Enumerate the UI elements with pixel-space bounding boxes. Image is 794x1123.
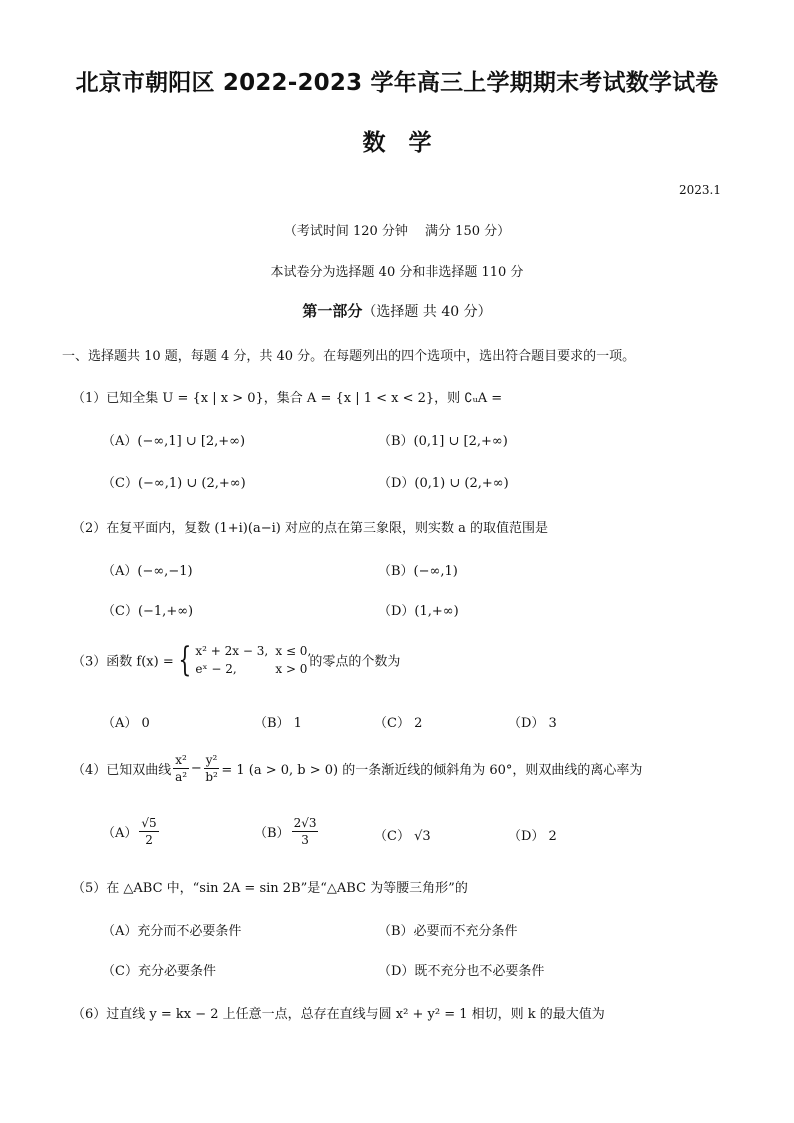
fraction-numerator: y² bbox=[205, 753, 218, 767]
fraction-numerator: 2√3 bbox=[293, 816, 317, 830]
fraction-denominator: 3 bbox=[301, 833, 309, 847]
question-2-stem: （2）在复平面内，复数 (1+i)(a−i) 对应的点在第三象限，则实数 a 的取值范围是 bbox=[72, 521, 548, 536]
option-b-fraction bbox=[292, 815, 319, 848]
question-1-option-a: （A）(−∞,1] ∪ [2,+∞) bbox=[102, 434, 246, 449]
case-1-expression: x² + 2x − 3, bbox=[195, 644, 269, 658]
option-label: （B） bbox=[254, 826, 290, 841]
question-4-prefix: （4）已知双曲线 bbox=[72, 763, 172, 778]
option-label: （A） bbox=[102, 826, 138, 841]
question-2-option-d: （D）(1,+∞) bbox=[378, 604, 459, 619]
question-1-option-c: （C）(−∞,1) ∪ (2,+∞) bbox=[102, 476, 246, 491]
question-5-option-b: （B）必要而不充分条件 bbox=[378, 924, 518, 939]
question-5-option-d: （D）既不充分也不必要条件 bbox=[378, 964, 545, 979]
question-3-prefix: （3）函数 f(x) = bbox=[72, 654, 174, 670]
question-3-option-c: （C） 2 bbox=[374, 716, 423, 731]
question-4-option-b bbox=[254, 815, 320, 848]
question-3-option-b: （B） 1 bbox=[254, 716, 302, 731]
question-4-option-c: （C） √3 bbox=[374, 829, 431, 844]
question-5-option-a: （A）充分而不必要条件 bbox=[102, 924, 242, 939]
question-1-option-b: （B）(0,1] ∪ [2,+∞) bbox=[378, 434, 508, 449]
question-4-stem bbox=[72, 752, 642, 785]
fraction-denominator: a² bbox=[175, 770, 188, 784]
question-6-stem: （6）过直线 y = kx − 2 上任意一点，总存在直线与圆 x² + y² = 1 相切，则 k 的最大值为 bbox=[72, 1007, 605, 1022]
part-title: 第一部分 bbox=[302, 302, 363, 320]
question-5-option-c: （C）充分必要条件 bbox=[102, 964, 216, 979]
question-2-option-b: （B）(−∞,1) bbox=[378, 564, 458, 579]
question-4-option-a bbox=[102, 815, 161, 848]
question-5-stem: （5）在 △ABC 中，“sin 2A = sin 2B”是“△ABC 为等腰三角形”的 bbox=[72, 881, 468, 896]
case-1-condition: x ≤ 0, bbox=[275, 644, 312, 658]
minus-sign: − bbox=[190, 761, 202, 776]
section-instruction: 一、选择题共 10 题，每题 4 分，共 40 分。在每题列出的四个选项中，选出符合题目要求的一项。 bbox=[62, 349, 636, 364]
question-1-option-d: （D）(0,1) ∪ (2,+∞) bbox=[378, 476, 509, 491]
subject-heading: 数 学 bbox=[362, 130, 432, 156]
piecewise-brace: { bbox=[178, 640, 192, 680]
fraction-denominator: b² bbox=[205, 770, 218, 784]
question-2-option-a: （A）(−∞,−1) bbox=[102, 564, 193, 579]
question-4-suffix: = 1 (a > 0, b > 0) 的一条渐近线的倾斜角为 60°，则双曲线的离心率为 bbox=[221, 763, 643, 778]
fraction-denominator: 2 bbox=[145, 833, 153, 847]
exam-time-note: （考试时间 120 分钟 满分 150 分） bbox=[283, 224, 511, 239]
hyperbola-x-fraction bbox=[173, 752, 189, 785]
exam-composition: 本试卷分为选择题 40 分和非选择题 110 分 bbox=[270, 265, 524, 280]
option-a-fraction bbox=[139, 815, 158, 848]
question-3-option-d: （D） 3 bbox=[508, 716, 557, 731]
question-2-option-c: （C）(−1,+∞) bbox=[102, 604, 194, 619]
exam-date: 2023.1 bbox=[679, 183, 721, 197]
question-3-stem bbox=[72, 642, 400, 678]
exam-title: 北京市朝阳区 2022-2023 学年高三上学期期末考试数学试卷 bbox=[75, 70, 719, 96]
part-heading bbox=[0, 300, 794, 321]
question-3-suffix: 的零点的个数为 bbox=[309, 654, 401, 670]
fraction-numerator: √5 bbox=[141, 816, 157, 830]
question-1-stem: （1）已知全集 U = {x | x > 0}，集合 A = {x | 1 < x < 2}，则 ∁ᵤA = bbox=[72, 391, 503, 406]
case-2-expression: eˣ − 2, bbox=[195, 662, 237, 676]
question-4-option-d: （D） 2 bbox=[508, 829, 557, 844]
case-2-condition: x > 0 bbox=[275, 662, 308, 676]
fraction-numerator: x² bbox=[175, 753, 187, 767]
part-note: （选择题 共 40 分） bbox=[362, 304, 492, 320]
piecewise-cases bbox=[195, 642, 312, 678]
hyperbola-y-fraction bbox=[204, 752, 220, 785]
question-3-option-a: （A） 0 bbox=[102, 716, 150, 731]
